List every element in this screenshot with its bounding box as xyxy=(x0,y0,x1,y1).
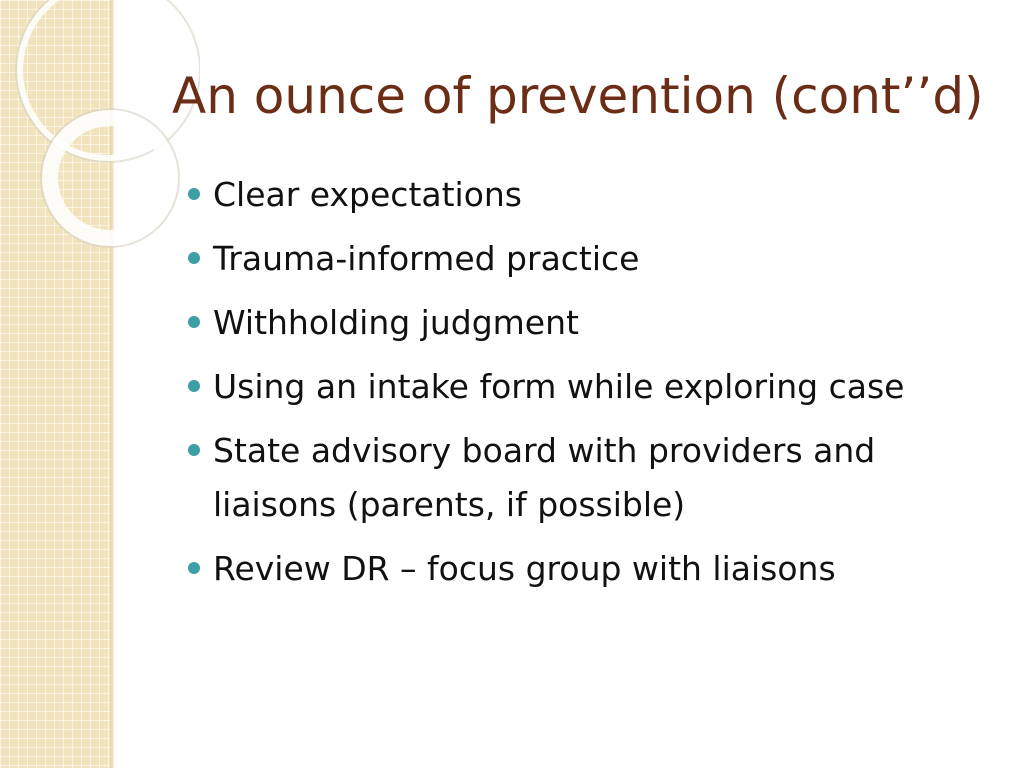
bullet-dot-icon xyxy=(188,444,200,456)
bullet-text: State advisory board with providers and liaisons (parents, if possible) xyxy=(213,431,876,524)
bullet-text: Trauma-informed practice xyxy=(213,239,640,278)
slide-title: An ounce of prevention (cont’’d) xyxy=(172,67,984,125)
bullet-text: Review DR – focus group with liaisons xyxy=(213,549,836,588)
bullet-item xyxy=(188,360,968,414)
bullet-item xyxy=(188,168,968,222)
bullet-text: Withholding judgment xyxy=(213,303,579,342)
bullet-dot-icon xyxy=(188,316,200,328)
decorative-rings-icon xyxy=(0,0,200,260)
bullet-item xyxy=(188,232,968,286)
bullet-dot-icon xyxy=(188,562,200,574)
bullet-item xyxy=(188,542,968,596)
bullet-dot-icon xyxy=(188,380,200,392)
bullet-item xyxy=(188,424,968,532)
bullet-dot-icon xyxy=(188,188,200,200)
bullet-dot-icon xyxy=(188,252,200,264)
bullet-text: Clear expectations xyxy=(213,175,523,214)
bullet-text: Using an intake form while exploring case xyxy=(213,367,905,406)
bullet-list xyxy=(188,168,968,606)
bullet-item xyxy=(188,296,968,350)
